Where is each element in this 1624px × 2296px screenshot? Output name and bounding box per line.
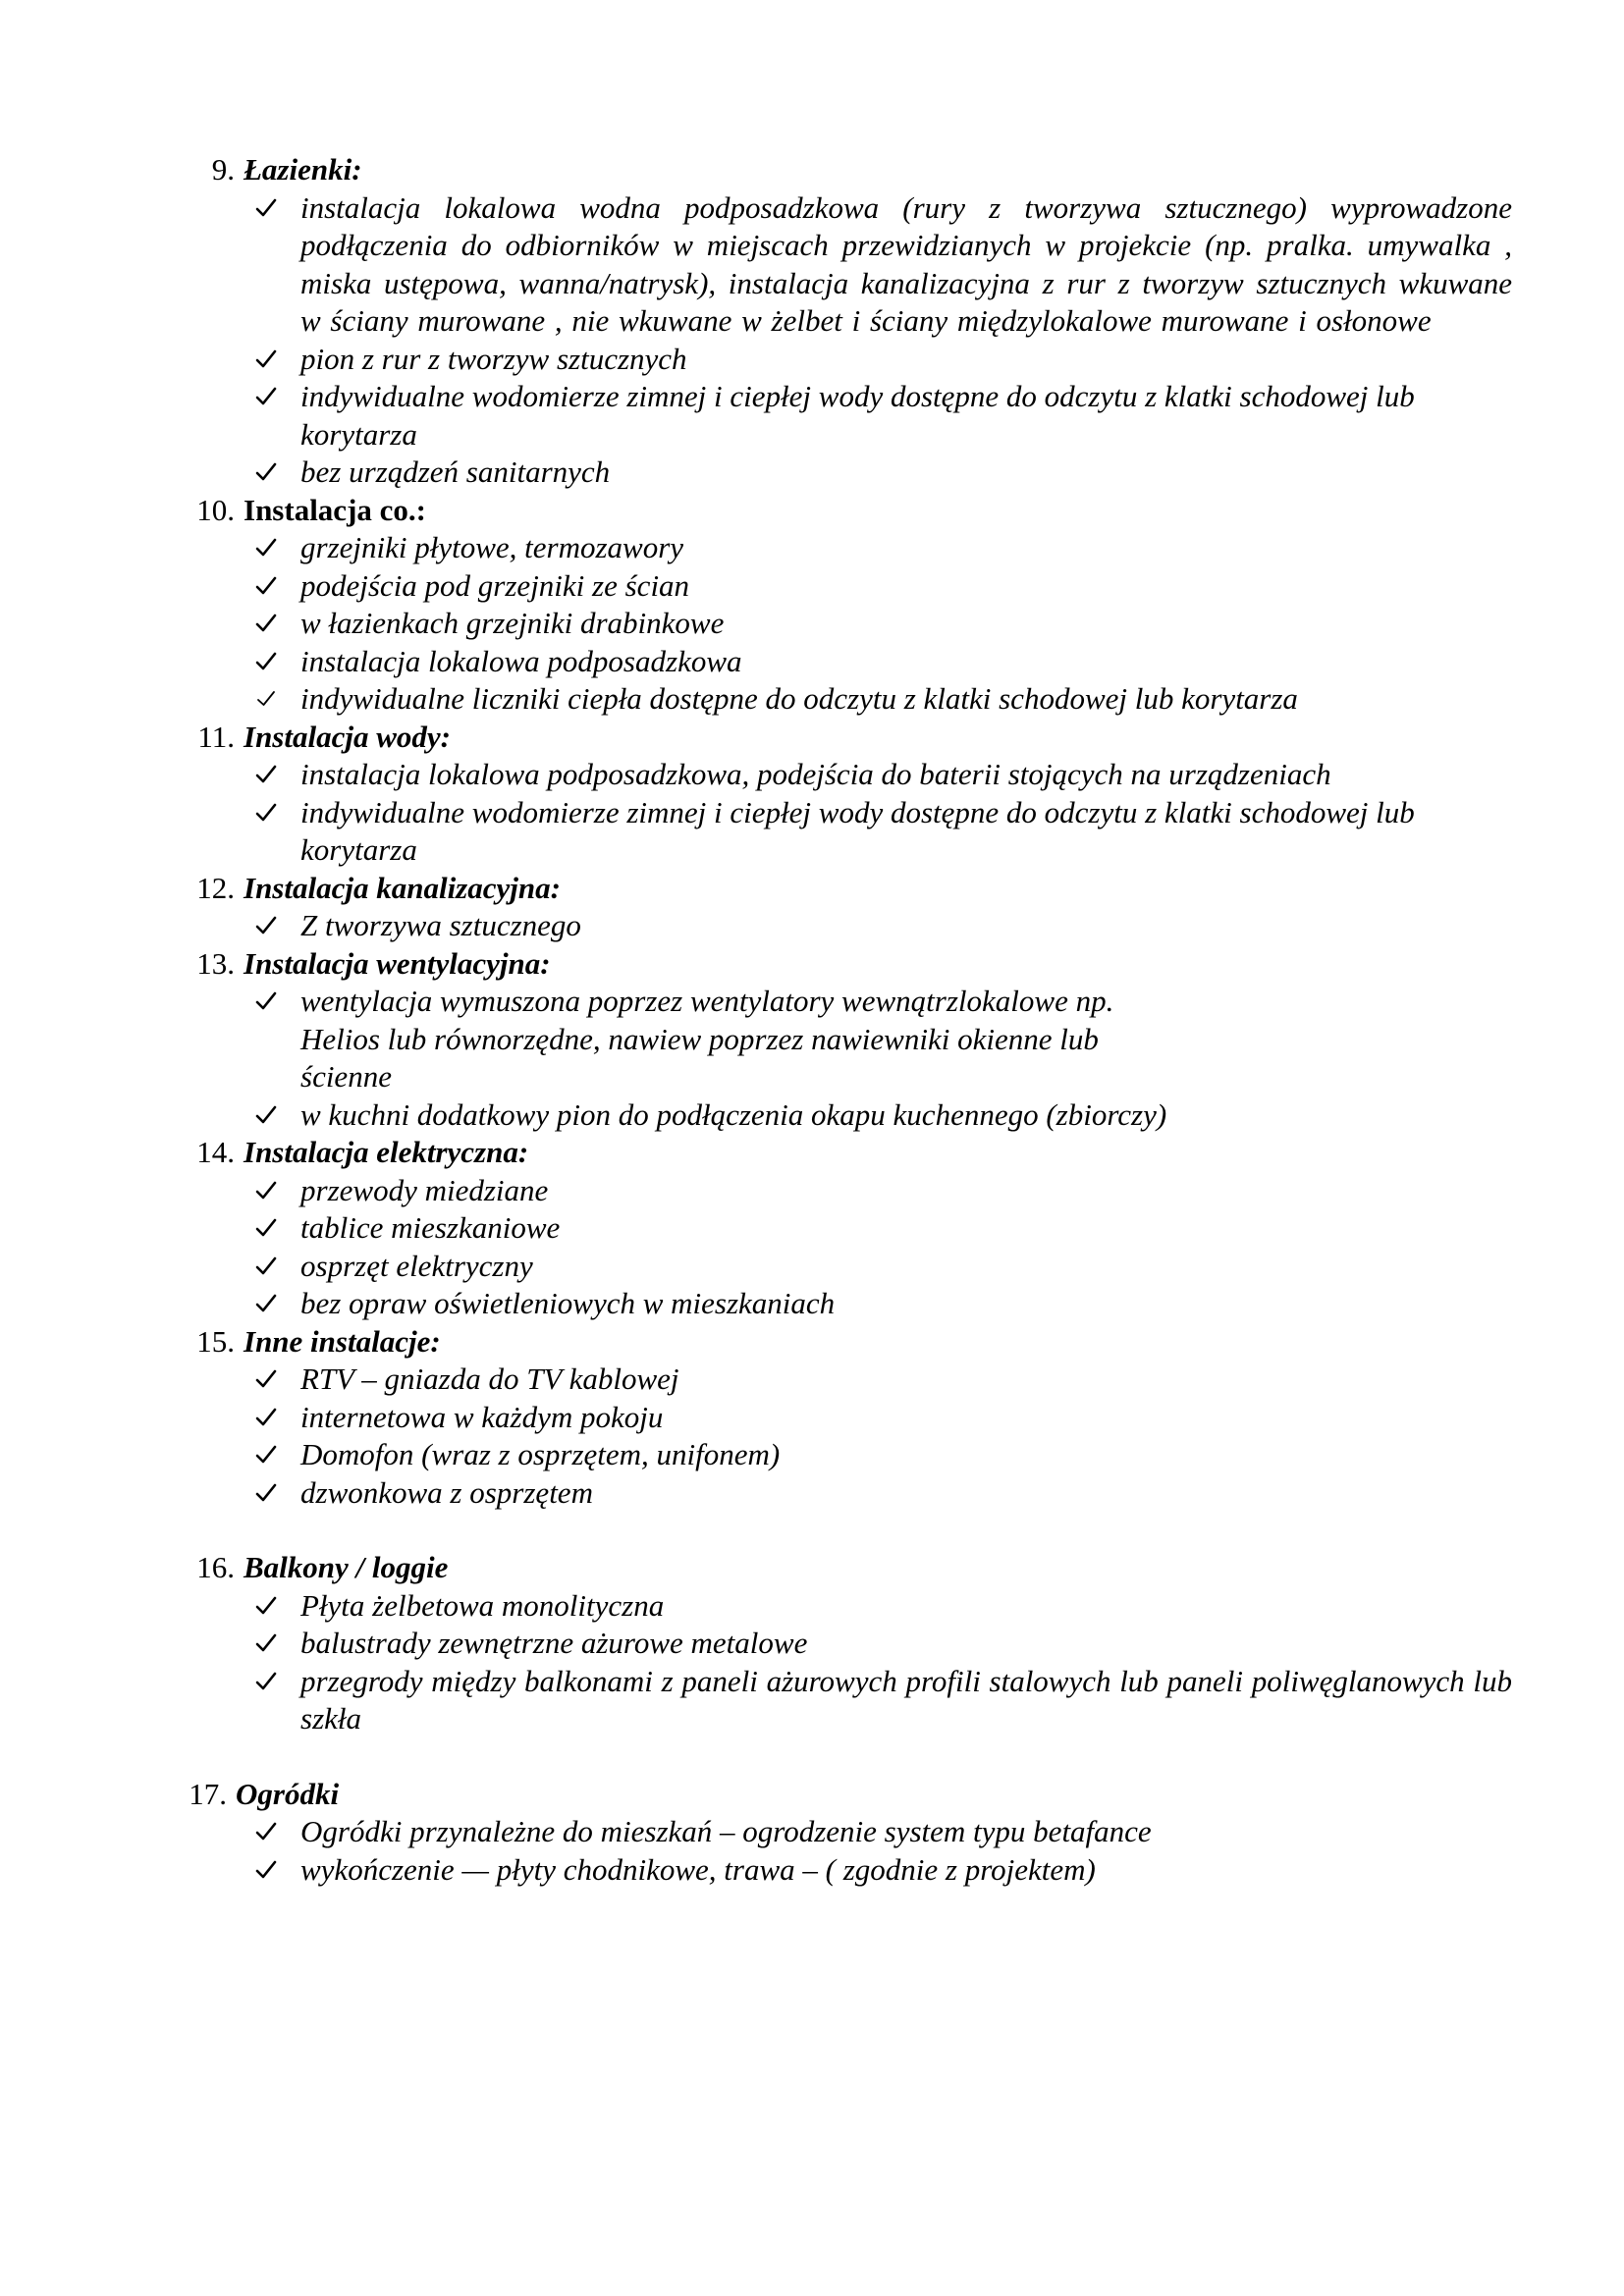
list-item [300,1248,1512,1286]
section-heading [179,1776,1512,1814]
list-item [300,794,1512,870]
section-number: 14. [196,1135,235,1169]
section-heading [187,945,1512,984]
list-item [300,756,1512,794]
section-title: Instalacja elektryczna: [244,1135,529,1169]
section-title: Instalacja wody: [244,719,451,754]
list-item-text: Domofon (wraz z osprzętem, unifonem) [300,1437,781,1471]
checkmark-icon [251,1361,281,1399]
list-item [300,1851,1512,1890]
list-item [300,1361,1512,1399]
checkmark-icon [251,756,281,794]
list-item-text: grzejniki płytowe, termozawory [300,530,684,564]
list-item-text: balustrady zewnętrzne ażurowe metalowe [300,1626,808,1660]
section-items [187,907,1512,945]
list-item-text: dzwonkowa z osprzętem [300,1474,593,1510]
checkmark-icon [251,529,281,567]
section-heading [187,1134,1512,1172]
list-item [300,643,1512,681]
checkmark-icon [251,643,281,681]
list-item-text: w kuchni dodatkowy pion do podłączenia okapu kuchennego (zbiorczy) [300,1096,1167,1132]
list-item [300,605,1512,643]
section-title: Inne instalacje: [244,1323,441,1359]
checkmark-icon [251,605,281,643]
checkmark-icon [251,1285,281,1323]
list-item [300,1399,1512,1437]
section-title: Instalacja co.: [244,492,426,527]
list-item-text: wentylacja wymuszona poprzez wentylatory wewnątrzlokalowe np. Helios lub równorzędne, nawiew poprzez nawiewniki okienne lub ścienne [300,984,1114,1094]
list-item-text: bez opraw oświetleniowych w mieszkaniach [300,1286,836,1320]
checkmark-icon [251,794,281,832]
section-number: 15. [196,1323,235,1359]
section-heading [187,492,1512,530]
list-item [300,1625,1512,1663]
section-heading [187,719,1512,757]
list-item-text: indywidualne liczniki ciepła dostępne do odczytu z klatki schodowej lub korytarza [300,681,1298,716]
checkmark-icon [251,907,281,945]
list-item-text: tablice mieszkaniowe [300,1210,561,1245]
section-title: Instalacja kanalizacyjna: [244,870,561,905]
list-item-text: bez urządzeń sanitarnych [300,454,611,489]
section-instalacja-elektryczna [187,1134,1512,1323]
section-heading [187,1323,1512,1362]
section-items [187,983,1512,1134]
list-item [300,378,1512,454]
checkmark-icon [251,1663,281,1701]
list-item-text: pion z rur z tworzyw sztucznych [300,341,687,376]
section-items [187,1587,1512,1738]
section-number: 16. [196,1550,235,1584]
list-item [300,983,1184,1096]
checkmark-icon [251,567,281,606]
list-item [300,907,1512,945]
checkmark-icon [251,983,281,1021]
list-item-text: wykończenie — płyty chodnikowe, trawa – ( zgodnie z projektem) [300,1851,1096,1887]
checkmark-icon [251,1096,281,1135]
list-item-text: instalacja lokalowa podposadzkowa [300,643,742,678]
list-item [300,1172,1512,1210]
section-title: Ogródki [236,1776,340,1811]
list-item-text: indywidualne wodomierze zimnej i ciepłej wody dostępne do odczytu z klatki schodowej lub korytarza [300,379,1415,452]
checkmark-icon [251,1625,281,1663]
checkmark-icon [251,341,281,379]
section-title: Łazienki: [244,152,362,187]
list-item [300,529,1512,567]
section-items [187,529,1512,719]
section-inne-instalacje [187,1323,1512,1513]
checkmark-icon [251,680,281,719]
section-number: 10. [196,492,235,527]
section-heading [187,151,1512,189]
list-item [300,341,1512,379]
section-heading [187,1549,1512,1587]
checkmark-icon [251,1813,281,1851]
list-item-text: przewody miedziane [300,1172,549,1207]
section-instalacja-co [187,492,1512,719]
list-item [300,1436,1512,1474]
list-item [300,1096,1512,1135]
checkmark-icon [251,1474,281,1513]
section-number: 13. [196,945,235,981]
section-number: 11. [197,719,235,754]
list-item-text: podejścia pod grzejniki ze ścian [300,567,690,603]
section-items [187,189,1512,492]
list-item [300,680,1512,719]
document-content [187,151,1512,1889]
section-instalacja-wody [187,719,1512,870]
section-items [187,1361,1512,1512]
section-lazienki [187,151,1512,492]
section-number: 17. [189,1776,227,1811]
list-item [300,1813,1512,1851]
section-balkony-loggie [187,1549,1512,1738]
checkmark-icon [251,1587,281,1626]
section-instalacja-kanalizacyjna [187,870,1512,945]
section-ogrodki [187,1776,1512,1890]
list-item [300,454,1512,492]
list-item-text: osprzęt elektryczny [300,1248,533,1283]
list-item-text: instalacja lokalowa podposadzkowa, podejścia do baterii stojących na urządzeniach [300,757,1331,791]
section-number: 12. [196,870,235,905]
list-item-text: Płyta żelbetowa monolityczna [300,1587,665,1623]
list-item-text: w łazienkach grzejniki drabinkowe [300,606,725,640]
list-item-text: Z tworzywa sztucznego [300,908,581,942]
checkmark-icon [251,1399,281,1437]
list-item [300,1209,1512,1248]
section-title: Balkony / loggie [244,1550,449,1584]
checkmark-icon [251,1248,281,1286]
list-item [300,189,1512,341]
section-title: Instalacja wentylacyjna: [244,945,551,981]
list-item-text: przegrody między balkonami z paneli ażurowych profili stalowych lub paneli poliwęglanowych lub szkła [300,1663,1512,1735]
list-item [300,1285,1512,1323]
list-item-text: RTV – gniazda do TV kablowej [300,1362,679,1396]
checkmark-icon [251,189,281,228]
checkmark-icon [251,1436,281,1474]
section-instalacja-wentylacyjna [187,945,1512,1135]
list-item [300,567,1512,606]
section-number: 9. [211,152,235,187]
list-item [300,1474,1512,1513]
checkmark-icon [251,1209,281,1248]
list-item-text: instalacja lokalowa wodna podposadzkowa (rury z tworzywa sztucznego) wyprowadzone podłączenia do odbiorników w miejscach przewidzianych w projekcie (np. pralka. umywalka , miska ustępowa, wanna/natrysk), instalacja kanalizacyjna z rur z tworzyw sztucznych wkuwane w ściany murowane , nie wkuwane w żelbet i ściany międzylokalowe murowane i osłonowe [300,189,1512,338]
section-items [187,1172,1512,1323]
list-item-text: Ogródki przynależne do mieszkań – ogrodzenie system typu betafance [300,1814,1152,1848]
checkmark-icon [251,454,281,492]
list-item [300,1663,1512,1738]
checkmark-icon [251,378,281,416]
checkmark-icon [251,1172,281,1210]
section-items [187,756,1512,870]
list-item [300,1587,1512,1626]
section-heading [187,870,1512,908]
list-item-text: internetowa w każdym pokoju [300,1399,664,1434]
section-items [187,1813,1512,1889]
checkmark-icon [251,1851,281,1890]
list-item-text: indywidualne wodomierze zimnej i ciepłej wody dostępne do odczytu z klatki schodowej lub korytarza [300,794,1415,867]
